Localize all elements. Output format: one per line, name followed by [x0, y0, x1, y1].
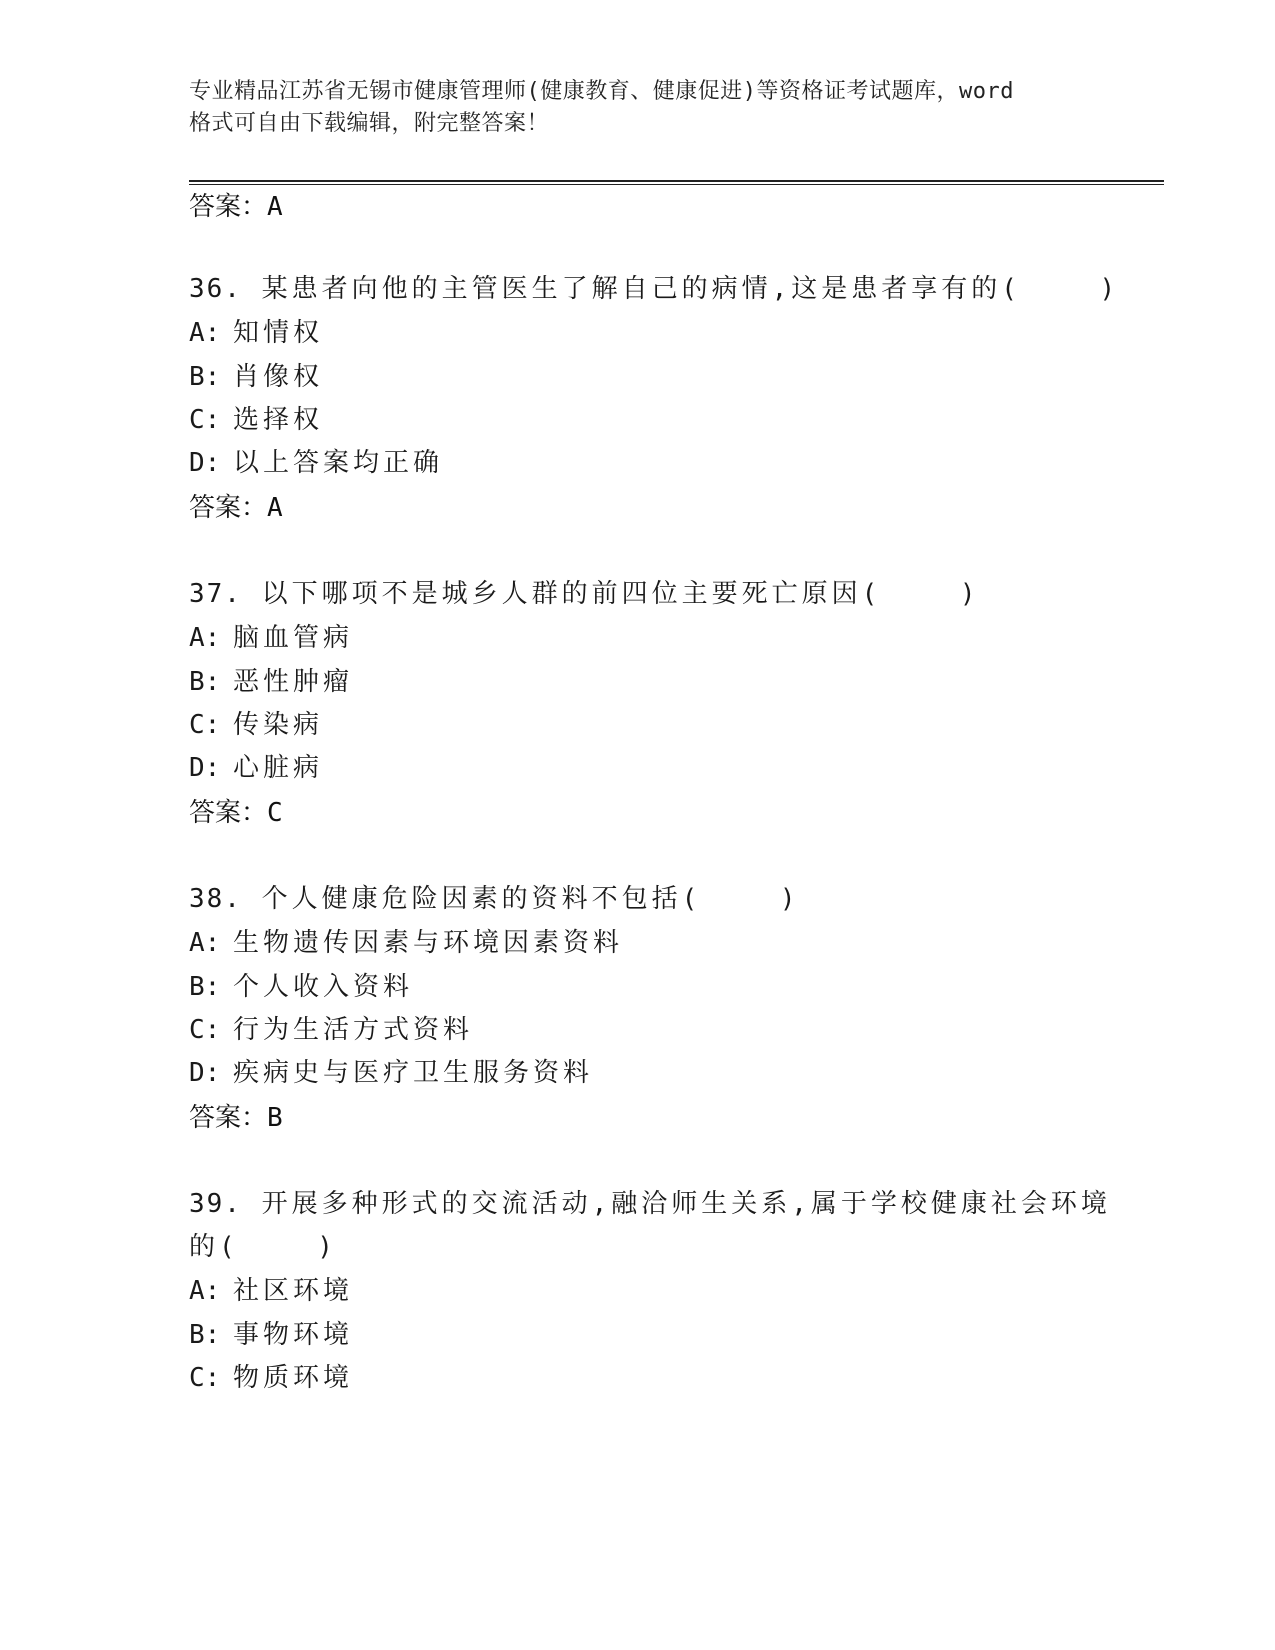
option-key: D:	[189, 448, 221, 478]
question-38-stem	[189, 879, 800, 919]
option-text: 脑血管病	[233, 623, 354, 653]
question-37-option-a	[189, 618, 353, 658]
question-number: 39.	[189, 1189, 242, 1219]
option-key: A:	[189, 1276, 221, 1306]
question-text: 个人健康危险因素的资料不包括( )	[261, 884, 800, 914]
option-key: B:	[189, 667, 221, 697]
option-text: 以上答案均正确	[233, 448, 444, 478]
question-38-answer	[189, 1098, 283, 1138]
question-36-stem	[189, 269, 1119, 309]
option-text: 肖像权	[233, 362, 324, 392]
option-key: A:	[189, 623, 221, 653]
option-text: 知情权	[233, 318, 324, 348]
option-text: 事物环境	[233, 1320, 354, 1350]
question-39-option-c	[189, 1358, 353, 1398]
option-key: D:	[189, 753, 221, 783]
option-key: A:	[189, 318, 221, 348]
document-header	[189, 76, 1089, 140]
header-line-2: 格式可自由下载编辑，附完整答案！	[189, 111, 550, 136]
option-key: B:	[189, 362, 221, 392]
question-39-stem-continued: 的( )	[189, 1232, 337, 1262]
question-36-option-c	[189, 400, 323, 440]
header-divider	[189, 180, 1164, 185]
answer-value: A	[267, 192, 283, 222]
answer-value: A	[267, 493, 283, 523]
question-36-answer	[189, 488, 283, 528]
option-key: B:	[189, 972, 221, 1002]
option-text: 行为生活方式资料	[233, 1015, 474, 1045]
answer-label: 答案：	[189, 493, 268, 523]
question-38-option-a	[189, 923, 623, 963]
option-text: 社区环境	[233, 1276, 354, 1306]
question-text: 开展多种形式的交流活动,融洽师生关系,属于学校健康社会环境	[261, 1189, 1111, 1219]
header-line-1: 专业精品江苏省无锡市健康管理师(健康教育、健康促进)等资格证考试题库，word	[189, 79, 1014, 104]
answer-label: 答案：	[189, 798, 268, 828]
option-key: C:	[189, 710, 221, 740]
question-text: 某患者向他的主管医生了解自己的病情,这是患者享有的( )	[261, 274, 1120, 304]
option-text: 物质环境	[233, 1363, 354, 1393]
question-number: 38.	[189, 884, 242, 914]
option-text: 选择权	[233, 405, 324, 435]
option-key: A:	[189, 928, 221, 958]
answer-value: C	[267, 798, 283, 828]
answer-prev	[189, 187, 283, 227]
question-number: 37.	[189, 579, 242, 609]
option-text: 个人收入资料	[233, 972, 414, 1002]
answer-value: B	[267, 1103, 283, 1133]
question-39-option-a	[189, 1271, 353, 1311]
question-38-option-b	[189, 967, 413, 1007]
question-37-answer	[189, 793, 283, 833]
question-36-option-a	[189, 313, 323, 353]
answer-label: 答案：	[189, 192, 268, 222]
option-text: 疾病史与医疗卫生服务资料	[233, 1058, 594, 1088]
option-key: C:	[189, 1015, 221, 1045]
option-key: B:	[189, 1320, 221, 1350]
option-key: D:	[189, 1058, 221, 1088]
question-37-option-d	[189, 748, 323, 788]
question-36-option-b	[189, 357, 323, 397]
question-37-option-c	[189, 705, 323, 745]
option-key: C:	[189, 1363, 221, 1393]
option-key: C:	[189, 405, 221, 435]
question-36-option-d	[189, 443, 443, 483]
question-37-stem	[189, 574, 980, 614]
question-37-option-b	[189, 662, 353, 702]
question-39-stem	[189, 1184, 1111, 1224]
option-text: 心脏病	[233, 753, 324, 783]
answer-label: 答案：	[189, 1103, 268, 1133]
question-38-option-c	[189, 1010, 473, 1050]
option-text: 恶性肿瘤	[233, 667, 354, 697]
option-text: 生物遗传因素与环境因素资料	[233, 928, 624, 958]
question-38-option-d	[189, 1053, 593, 1093]
question-number: 36.	[189, 274, 242, 304]
question-39-option-b	[189, 1315, 353, 1355]
question-text: 以下哪项不是城乡人群的前四位主要死亡原因( )	[261, 579, 980, 609]
option-text: 传染病	[233, 710, 324, 740]
